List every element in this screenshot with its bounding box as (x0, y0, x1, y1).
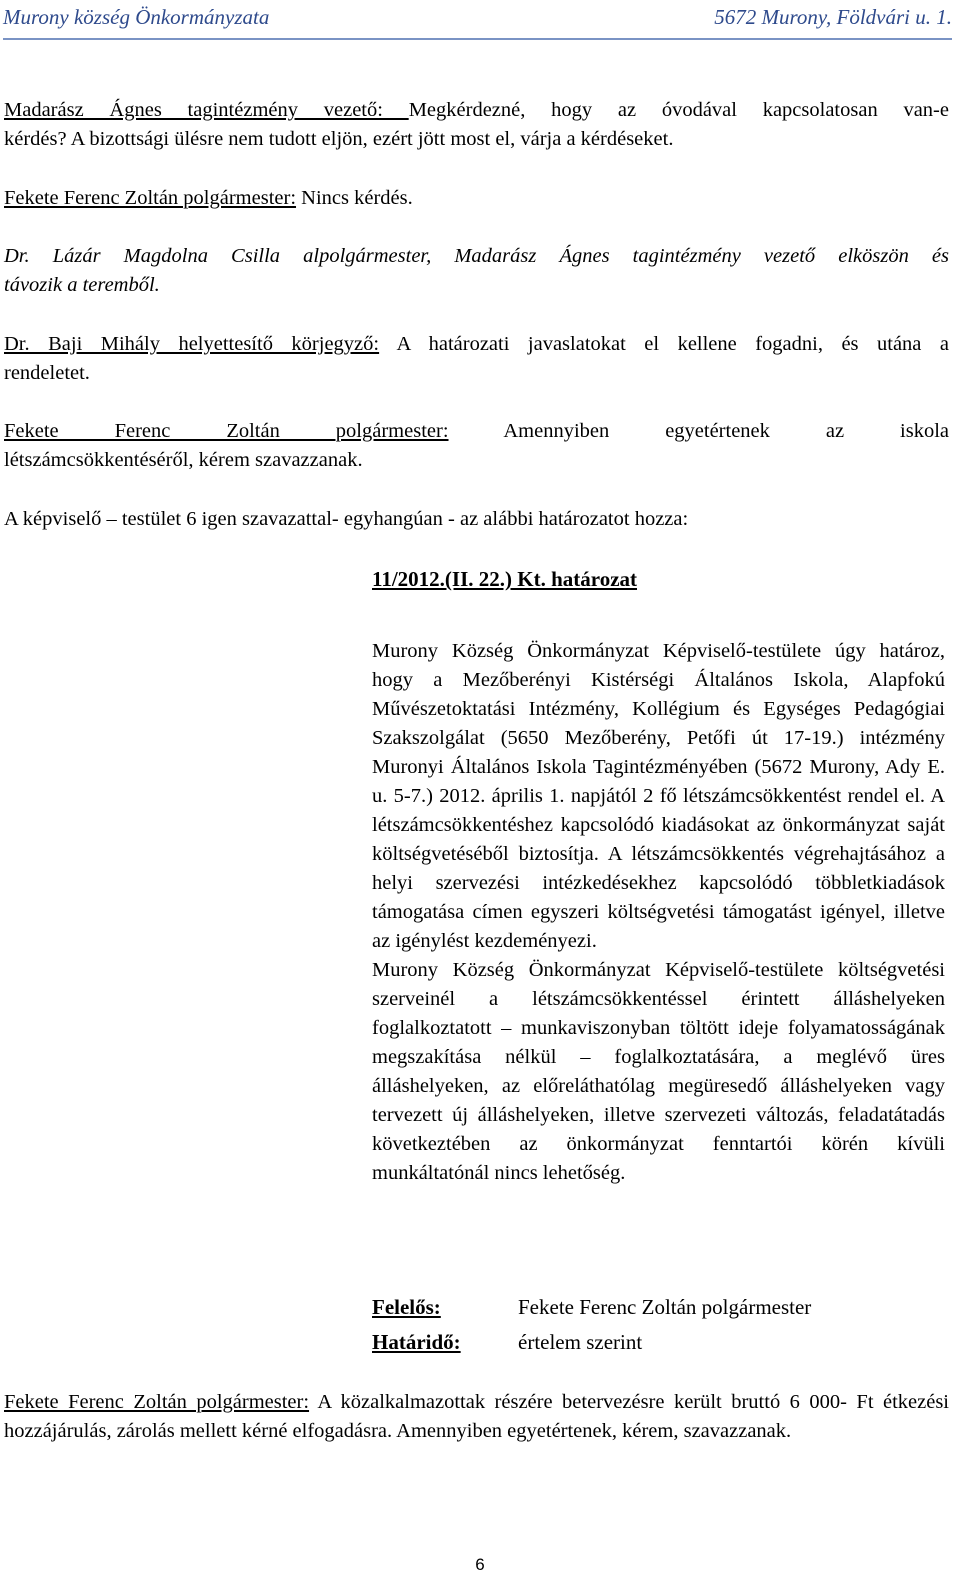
paragraph-departure-line1: Dr. Lázár Magdolna Csilla alpolgármester, Madarász Ágnes tagintézmény vezető elköszön és (4, 245, 949, 267)
resolution-body (372, 637, 945, 1188)
paragraph-text: Amennyiben egyetértenek az iskola (503, 420, 949, 442)
speaker-label: Dr. Baji Mihály helyettesítő körjegyző: (4, 333, 380, 355)
paragraph-no-questions (4, 184, 949, 213)
resolution-paragraph: Murony Község Önkormányzat Képviselő-testülete úgy határoz, hogy a Mezőberényi Kistérségi Általános Iskola, Alapfokú Művészetoktatási Intézmény, Kollégium és Egységes Pedagógiai Szakszolgálat (5650 Mezőberény, Petőfi út 17-19.) intézmény Muronyi Általános Iskola Tagintézményében (5672 Murony, Ady E. u. 5-7.) 2012. április 1. napjától 2 fő létszámcsökkentést rendel el. A létszámcsökkentéshez kapcsolódó kiadásokat az önkormányzat saját költségvetéséből biztosítja. A létszámcsökkentés végrehajtásához a helyi szervezési intézkedésekhez kapcsolódó többletkiadások támogatása címen egyszeri költségvetési támogatást igényel, illetve az igénylést kezdeményezi. (372, 640, 945, 952)
paragraph-vote-call-line2: létszámcsökkentéséről, kérem szavazzanak. (4, 449, 363, 471)
paragraph-vote-call-line1 (4, 417, 949, 446)
responsible-value: Fekete Ferenc Zoltán polgármester (518, 1295, 812, 1319)
paragraph-text: A határozati javaslatokat el kellene fogadni, és utána a (379, 333, 949, 355)
paragraph-question-line2: kérdés? A bizottsági ülésre nem tudott eljön, ezért jött most el, várja a kérdéseket. (4, 128, 674, 150)
speaker-label: Fekete Ferenc Zoltán polgármester: (4, 1391, 310, 1413)
paragraph-meal-allowance (4, 1388, 949, 1446)
header-address: 5672 Murony, Földvári u. 1. (714, 5, 952, 29)
header-rule (3, 38, 952, 40)
page-number: 6 (475, 1555, 485, 1574)
paragraph-text: Megkérdezné, hogy az óvodával kapcsolatosan van-e (408, 99, 949, 121)
paragraph-notary-line2: rendeletet. (4, 362, 90, 384)
speaker-label: Fekete Ferenc Zoltán polgármester: (4, 420, 449, 442)
paragraph-text: A közalkalmazottak részére betervezésre került bruttó 6 000- Ft étkezési hozzájárulás, zárolás mellett kérné elfogadásra. Amennyiben egyetértenek, kérem, szavazzanak. (4, 1391, 949, 1442)
page-header (0, 0, 960, 42)
paragraph-notary-line1 (4, 330, 949, 359)
paragraph-question-line1 (4, 96, 949, 125)
paragraph-text: Nincs kérdés. (296, 187, 413, 209)
resolution-title: 11/2012.(II. 22.) Kt. határozat (372, 567, 638, 591)
paragraph-vote-result: A képviselő – testület 6 igen szavazattal- egyhangúan - az alábbi határozatot hozza: (4, 508, 689, 530)
deadline-label: Határidő: (372, 1330, 461, 1354)
speaker-label: Fekete Ferenc Zoltán polgármester: (4, 187, 297, 209)
speaker-label: Madarász Ágnes tagintézmény vezető: (4, 99, 409, 121)
deadline-value: értelem szerint (518, 1330, 643, 1354)
responsible-label: Felelős: (372, 1295, 441, 1319)
paragraph-departure-line2: távozik a teremből. (4, 274, 160, 296)
header-municipality: Murony község Önkormányzata (3, 5, 270, 29)
resolution-paragraph: Murony Község Önkormányzat Képviselő-testülete költségvetési szerveinél a létszámcsökkentéssel érintett álláshelyeken foglalkoztatott – munkaviszonyban töltött ideje folyamatosságának megszakítása nélkül – foglalkoztatására, a meglévő üres álláshelyeken, az előreláthatólag megüresedő álláshelyeken vagy tervezett új álláshelyeken, illetve szervezeti változás, feladatátadás következtében az önkormányzat fenntartói körén kívüli munkáltatónál nincs lehetőség. (372, 959, 945, 1184)
